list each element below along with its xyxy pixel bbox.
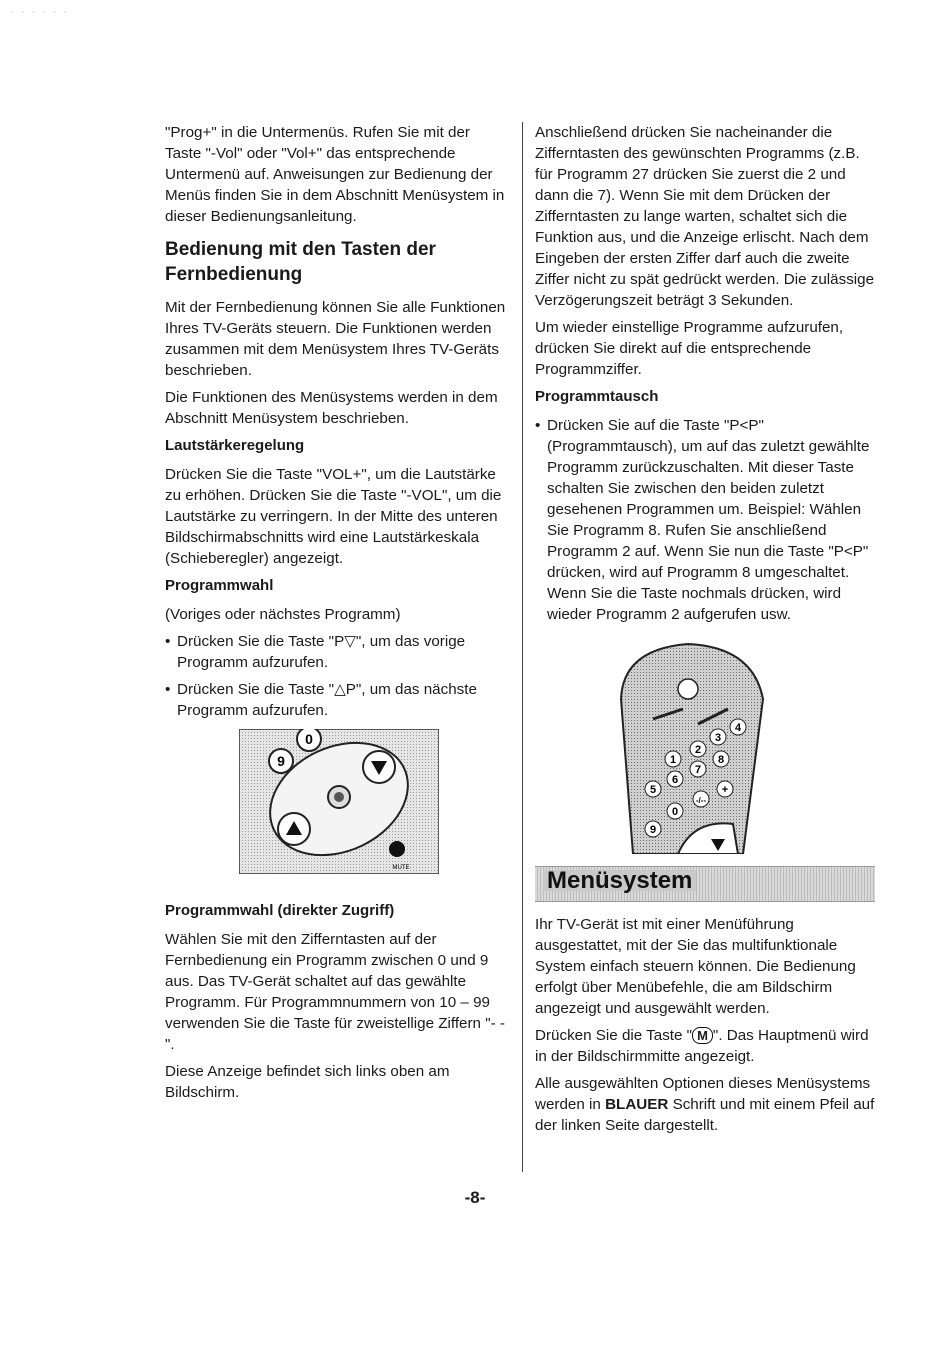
mute-label: MUTE bbox=[392, 865, 410, 871]
bullet-dot: • bbox=[165, 633, 171, 650]
key-label-0: 0 bbox=[305, 731, 313, 747]
text-fragment: Drücken Sie die Taste " bbox=[535, 1027, 693, 1044]
paragraph: Anschließend drücken Sie nacheinander die Zifferntasten des gewünschten Programms (z.B. für Programm 27 drücken Sie zuerst die 2 und dann die 7). Wenn Sie mit dem Drücken der Zifferntasten zu lange warten, schaltet sich die Funktion aus, und die Anzeige erlischt. Nach dem Eingeben der ersten Ziffer darf auch die zweite Ziffer nicht zu spät gedrückt werden. Die zulässige Verzögerungszeit beträgt 3 Sekunden. bbox=[535, 124, 875, 309]
key-label: 4 bbox=[734, 722, 742, 734]
left-column bbox=[165, 122, 510, 1109]
key-label: 2 bbox=[694, 744, 702, 756]
paragraph-menu-key bbox=[535, 1025, 875, 1067]
key-label: 0 bbox=[671, 806, 679, 818]
banner-title: Menüsystem bbox=[543, 870, 696, 891]
key-label: 5 bbox=[649, 784, 657, 796]
bullet-text: Drücken Sie die Taste "△P", um das nächste Programm aufzurufen. bbox=[177, 681, 477, 719]
subheading-program-select: Programmwahl bbox=[165, 577, 274, 594]
key-label: 7 bbox=[694, 764, 702, 776]
subheading-direct-access: Programmwahl (direkter Zugriff) bbox=[165, 902, 395, 919]
paragraph-direct: Wählen Sie mit den Zifferntasten auf der Fernbedienung ein Programm zwischen 0 und 9 aus. Das TV-Gerät schaltet auf das gewählte Programm. Für Programmnummern von 10 – 99 verwenden Sie die Taste für zweistellige Ziffern "- -". bbox=[165, 931, 505, 1053]
subheading-program-swap: Programmtausch bbox=[535, 388, 659, 405]
paragraph-direct-2: Diese Anzeige befindet sich links oben am Bildschirm. bbox=[165, 1063, 450, 1101]
key-label: + bbox=[721, 784, 729, 796]
paragraph-volume: Drücken Sie die Taste "VOL+", um die Lautstärke zu erhöhen. Drücken Sie die Taste "-VOL", um die Lautstärke zu verringern. In der Mitte des unteren Bildschirmabschnitts wird eine Lautstärkeskala (Schieberegler) angezeigt. bbox=[165, 466, 502, 567]
paragraph-blue bbox=[535, 1073, 875, 1136]
bullet-dot: • bbox=[535, 417, 541, 434]
column-divider bbox=[522, 122, 523, 1172]
key-label: 6 bbox=[671, 774, 679, 786]
key-label: 8 bbox=[717, 754, 725, 766]
m-key-icon: M bbox=[692, 1027, 713, 1044]
key-label: 9 bbox=[649, 824, 657, 836]
scan-marks: · · · · · · bbox=[10, 6, 70, 18]
text-fragment: Alle ausgewählten Optionen dieses Menüsystems werden in bbox=[535, 1075, 871, 1113]
bullet-dot: • bbox=[165, 681, 171, 698]
bullet-item bbox=[165, 679, 510, 721]
key-label: 1 bbox=[669, 754, 677, 766]
menu-system-banner bbox=[535, 866, 875, 902]
text-fragment: ". Das Hauptmenü wird in der Bildschirmmitte angezeigt. bbox=[535, 1027, 869, 1065]
right-column bbox=[535, 122, 875, 1142]
section-heading: Bedienung mit den Tasten der Fernbedienung bbox=[165, 239, 436, 285]
remote-closeup-illustration bbox=[239, 729, 439, 874]
key-label: -/-- bbox=[695, 796, 707, 805]
subheading-volume: Lautstärkeregelung bbox=[165, 437, 305, 454]
paragraph: Mit der Fernbedienung können Sie alle Funktionen Ihres TV-Geräts steuern. Die Funktionen werden zusammen mit dem Menüsystem Ihres TV-Geräts beschrieben. bbox=[165, 299, 506, 379]
paragraph: Um wieder einstellige Programme aufzurufen, drücken Sie direkt auf die entsprechende Programmziffer. bbox=[535, 319, 844, 378]
bullet-text: Drücken Sie auf die Taste "P<P" (Programmtausch), um auf das zuletzt gewählte Programm zurückzuschalten. Mit dieser Taste schalten Sie zwischen den beiden zuletzt gesehenen Programmen um. Beispiel: Wählen Sie Programm 8. Rufen Sie anschließend Programm 2 auf. Wenn Sie nun die Taste "P<P" drücken, wird auf Programm 8 umgeschaltet. Wenn Sie die Taste nochmals drücken, wird wieder Programm 2 aufgerufen usw. bbox=[547, 417, 870, 623]
remote-control-illustration bbox=[613, 639, 773, 854]
bullet-item bbox=[165, 631, 510, 673]
remote-closeup-figure bbox=[165, 729, 510, 880]
paragraph-sub: (Voriges oder nächstes Programm) bbox=[165, 606, 401, 623]
paragraph: Die Funktionen des Menüsystems werden in dem Abschnitt Menüsystem beschrieben. bbox=[165, 389, 498, 427]
bold-text: BLAUER bbox=[605, 1096, 669, 1113]
bullet-item bbox=[535, 415, 875, 625]
page-number: -8- bbox=[464, 1188, 486, 1207]
bullet-text: Drücken Sie die Taste "P▽", um das vorige Programm aufzurufen. bbox=[177, 633, 466, 671]
intro-paragraph: "Prog+" in die Untermenüs. Rufen Sie mit der Taste "-Vol" oder "Vol+" das entsprechende Untermenü auf. Anweisungen zur Bedienung der Menüs finden Sie in dem Abschnitt Menüsystem in dieser Bedienungsanleitung. bbox=[165, 124, 505, 225]
key-label-9: 9 bbox=[277, 753, 285, 769]
paragraph: Ihr TV-Gerät ist mit einer Menüführung ausgestattet, mit der Sie das multifunktionale System einfach steuern können. Die Bedienung erfolgt über Menübefehle, die am Bildschirm angezeigt und ausgewählt werden. bbox=[535, 916, 856, 1017]
key-label: 3 bbox=[714, 732, 722, 744]
text-fragment: Schrift und mit einem Pfeil auf der linken Seite dargestellt. bbox=[535, 1096, 875, 1134]
remote-figure bbox=[535, 639, 875, 860]
